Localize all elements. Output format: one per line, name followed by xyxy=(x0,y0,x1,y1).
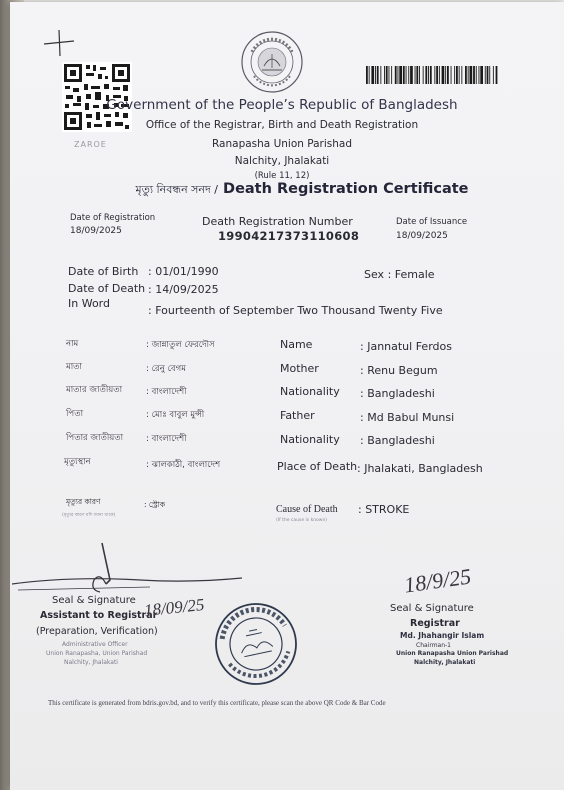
father-en-label: Father xyxy=(280,409,315,422)
name-bn-label: নাম xyxy=(66,339,79,349)
assistant-registrar-label: Assistant to Registrar xyxy=(40,610,158,621)
issuance-date-value: 18/09/2025 xyxy=(396,231,448,241)
office-title: Office of the Registrar, Birth and Death Registration xyxy=(145,119,419,131)
registration-date-value: 18/09/2025 xyxy=(70,226,122,236)
name-bn-value: : জান্নাতুল ফেরদৌস xyxy=(146,340,215,350)
right-handwritten-date: 18/9/25 xyxy=(402,563,473,598)
preparation-verification-label: (Preparation, Verification) xyxy=(36,626,158,637)
registrar-stamp-line3: Union Ranapasha Union Parishad xyxy=(396,650,509,657)
cause-en-label: Cause of Death xyxy=(276,504,338,515)
certificate-title-en: Death Registration Certificate xyxy=(223,181,469,197)
father-nationality-bn-value: : বাংলাদেশী xyxy=(146,434,187,444)
footer-note: This certificate is generated from bdris.gov.bd, and to verify this certificate, please scan the above QR Code & Bar Code xyxy=(48,699,386,707)
name-en-value: : Jannatul Ferdos xyxy=(360,340,452,353)
place-of-death-bn-value: : ঝালকাঠী, বাংলাদেশ xyxy=(146,460,221,470)
registration-number-value: 19904217373110608 xyxy=(218,229,360,243)
issuance-date-label: Date of Issuance xyxy=(396,217,468,227)
left-stamp-line2: Union Ranapasha, Union Parishad xyxy=(46,650,148,657)
mother-nationality-bn-value: : বাংলাদেশী xyxy=(146,387,187,397)
government-title: Government of the People’s Republic of Bangladesh xyxy=(106,97,458,113)
left-seal-signature-label: Seal & Signature xyxy=(52,595,136,606)
certificate-title-bn: মৃত্যু নিবন্ধন সনদ / xyxy=(135,183,218,196)
cause-bn-label: মৃত্যুর কারণ xyxy=(66,497,101,506)
father-nationality-bn-label: পিতার জাতীয়তা xyxy=(66,433,124,443)
union-name: Ranapasha Union Parishad xyxy=(211,138,352,150)
date-of-death-value: : 14/09/2025 xyxy=(148,283,219,296)
certificate-title xyxy=(0,181,564,200)
registrar-label: Registrar xyxy=(410,618,460,629)
place-of-death-en-value: : Jhalakati, Bangladesh xyxy=(357,462,483,475)
location: Nalchity, Jhalakati xyxy=(234,155,330,167)
registrar-stamp-line4: Nalchity, Jhalakati xyxy=(414,659,476,666)
sex-value: Sex : Female xyxy=(364,268,435,281)
cause-en-value: : STROKE xyxy=(358,503,410,516)
cause-bn-note: (মৃত্যুর কারণ যদি জানা থাকে) xyxy=(62,513,116,518)
cause-en-note: (If the cause is known) xyxy=(276,518,328,523)
left-stamp-line1: Administrative Officer xyxy=(62,641,128,648)
date-of-birth-label: Date of Birth xyxy=(68,265,139,278)
date-of-birth-value: : 01/01/1990 xyxy=(148,265,219,278)
mother-en-label: Mother xyxy=(280,362,319,375)
government-emblem-icon xyxy=(240,30,304,94)
rule-reference: (Rule 11, 12) xyxy=(254,171,310,181)
in-word-value: : Fourteenth of September Two Thousand Twenty Five xyxy=(148,304,443,317)
registrar-stamp-line1: Md. Jhahangir Islam xyxy=(400,631,485,640)
father-en-value: : Md Babul Munsi xyxy=(360,411,455,424)
father-nationality-en-label: Nationality xyxy=(280,433,340,446)
mother-nationality-en-value: : Bangladeshi xyxy=(360,387,435,400)
date-of-death-label: Date of Death xyxy=(68,282,146,295)
name-en-label: Name xyxy=(280,338,313,351)
registration-number-label: Death Registration Number xyxy=(202,215,353,228)
mother-bn-value: : রেনু বেগম xyxy=(146,364,186,374)
mother-en-value: : Renu Begum xyxy=(360,364,438,377)
left-handwritten-date: 18/09/25 xyxy=(143,594,206,621)
father-nationality-en-value: : Bangladeshi xyxy=(360,434,435,447)
crosshair-mark xyxy=(44,28,74,58)
mother-bn-label: মাতা xyxy=(66,362,83,372)
place-of-death-bn-label: মৃত্যুস্থান xyxy=(64,457,91,467)
cause-bn-value: : স্ট্রোক xyxy=(144,500,166,509)
right-seal-signature-label: Seal & Signature xyxy=(390,603,474,614)
left-signature-scribble xyxy=(10,540,250,620)
mother-nationality-en-label: Nationality xyxy=(280,385,340,398)
mother-nationality-bn-label: মাতার জাতীয়তা xyxy=(66,385,123,395)
registrar-stamp-line2: Chairman-1 xyxy=(416,642,452,649)
left-stamp-line3: Nalchity, Jhalakati xyxy=(64,659,118,666)
father-bn-value: : মোঃ বাবুল মুন্সী xyxy=(146,410,205,420)
union-parishad-seal-icon xyxy=(206,594,306,694)
qr-code-text: ZAROE xyxy=(74,140,107,149)
barcode-icon xyxy=(366,66,498,84)
in-word-label: In Word xyxy=(68,297,110,310)
place-of-death-en-label: Place of Death xyxy=(277,460,358,473)
registration-date-label: Date of Registration xyxy=(70,213,156,223)
father-bn-label: পিতা xyxy=(66,409,84,419)
